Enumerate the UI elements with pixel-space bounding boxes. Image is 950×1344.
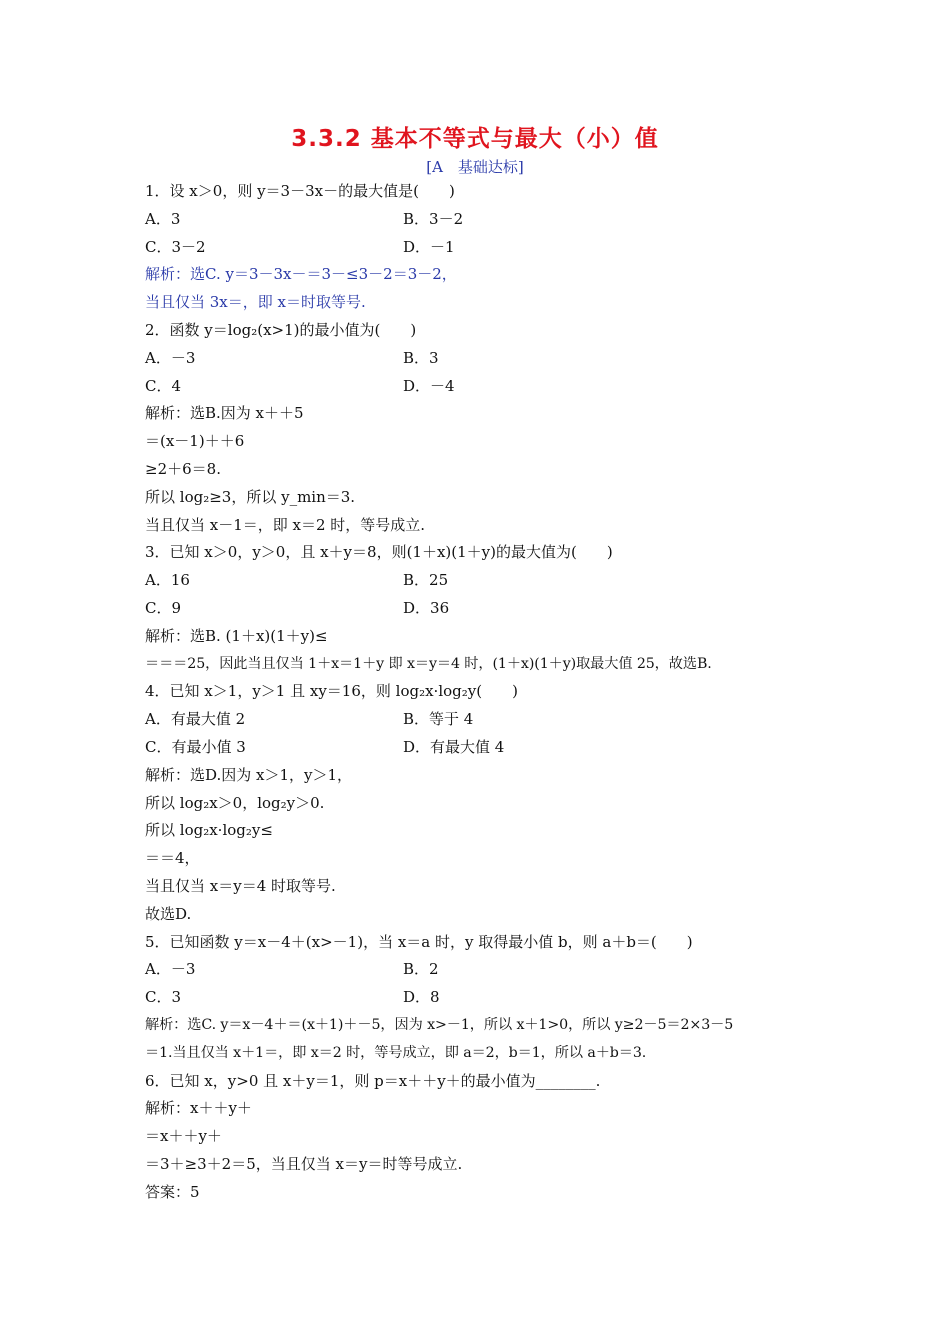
question-2-solution: ＝(x－1)＋＋6 — [145, 432, 245, 451]
question-2-options-cd — [145, 373, 825, 401]
page-title: 3.3.2 基本不等式与最大（小）值 — [291, 126, 659, 152]
question-4-stem: 4．已知 x＞1，y＞1 且 xy＝16，则 log₂x·log₂y( ) — [145, 682, 518, 701]
question-2-stem: 2．函数 y＝log₂(x>1)的最小值为( ) — [145, 320, 417, 339]
question-4-solution: 所以 log₂x·log₂y≤ — [145, 821, 273, 840]
question-5-solution: 解析：选C. y＝x－4＋＝(x＋1)＋－5，因为 x>－1，所以 x＋1>0，所以 y≥2－5＝2×3－5 — [145, 1016, 734, 1033]
option-a: A．有最大值 2 — [145, 710, 246, 729]
section-label: [A 基础达标] — [426, 158, 524, 176]
question-1-solution: 当且仅当 3x＝，即 x＝时取等号. — [145, 293, 366, 312]
option-a: A．－3 — [145, 348, 196, 367]
option-a: A．16 — [145, 571, 190, 590]
question-3-options-ab — [145, 567, 825, 595]
question-4-solution: 解析：选D.因为 x＞1，y＞1， — [145, 765, 353, 784]
question-2-options-ab — [145, 345, 825, 373]
question-6-solution: ＝x＋＋y＋ — [145, 1127, 222, 1146]
question-2-solution: 所以 log₂≥3，所以 y_min＝3. — [145, 487, 356, 506]
question-4-solution: ＝＝4， — [145, 849, 200, 868]
question-3-solution: 解析：选B. (1＋x)(1＋y)≤ — [145, 626, 328, 645]
question-2-solution: 当且仅当 x－1＝，即 x＝2 时，等号成立. — [145, 515, 426, 534]
option-d: D．－4 — [403, 376, 455, 395]
question-1-solution: 解析：选C. y＝3－3x－＝3－≤3－2＝3－2， — [145, 265, 457, 284]
question-2-solution: ≥2＋6＝8. — [145, 459, 221, 478]
option-b: B．25 — [403, 571, 449, 590]
exercise-content — [145, 178, 825, 1206]
option-c: C．有最小值 3 — [145, 737, 246, 756]
question-6-solution: 解析：x＋＋y＋ — [145, 1099, 252, 1118]
question-6-answer: 答案：5 — [145, 1182, 200, 1201]
question-4-solution: 所以 log₂x＞0，log₂y＞0. — [145, 793, 325, 812]
question-3-stem: 3．已知 x＞0，y＞0，且 x＋y＝8，则(1＋x)(1＋y)的最大值为( ) — [145, 543, 613, 562]
option-b: B．3－2 — [403, 209, 464, 228]
question-4-solution: 故选D. — [145, 904, 192, 923]
option-d: D．有最大值 4 — [403, 737, 505, 756]
option-b: B．等于 4 — [403, 710, 474, 729]
question-4-options-cd — [145, 734, 825, 762]
question-5-solution: ＝1.当且仅当 x＋1＝，即 x＝2 时，等号成立，即 a＝2，b＝1，所以 a＋b＝3. — [145, 1044, 647, 1061]
question-3-options-cd — [145, 595, 825, 623]
question-1-stem: 1．设 x＞0，则 y＝3－3x－的最大值是( ) — [145, 182, 455, 200]
question-6-solution: ＝3＋≥3＋2＝5，当且仅当 x＝y＝时等号成立. — [145, 1154, 463, 1173]
option-a: A．－3 — [145, 960, 196, 979]
question-4-solution: 当且仅当 x＝y＝4 时取等号. — [145, 876, 336, 895]
question-2-solution: 解析：选B.因为 x＋＋5 — [145, 404, 304, 423]
option-a: A．3 — [145, 209, 181, 228]
option-b: B．2 — [403, 960, 439, 979]
question-6-stem: 6．已知 x，y>0 且 x＋y＝1，则 p＝x＋＋y＋的最小值为________. — [145, 1071, 601, 1090]
option-c: C．9 — [145, 598, 182, 617]
question-5-stem: 5．已知函数 y＝x－4＋(x>－1)，当 x＝a 时，y 取得最小值 b，则 a＋b＝( ) — [145, 932, 693, 951]
question-4-options-ab — [145, 706, 825, 734]
option-c: C．3 — [145, 988, 182, 1007]
option-b: B．3 — [403, 348, 439, 367]
question-1-options-ab — [145, 206, 825, 234]
question-1-options-cd — [145, 234, 825, 262]
option-c: C．4 — [145, 376, 182, 395]
option-d: D．－1 — [403, 237, 455, 256]
question-3-solution: ＝＝＝25，因此当且仅当 1＋x＝1＋y 即 x＝y＝4 时，(1＋x)(1＋y)取最大值 25，故选B. — [145, 655, 712, 672]
option-d: D．36 — [403, 598, 450, 617]
option-d: D．8 — [403, 988, 440, 1007]
question-5-options-ab — [145, 956, 825, 984]
question-5-options-cd — [145, 984, 825, 1012]
option-c: C．3－2 — [145, 237, 206, 256]
